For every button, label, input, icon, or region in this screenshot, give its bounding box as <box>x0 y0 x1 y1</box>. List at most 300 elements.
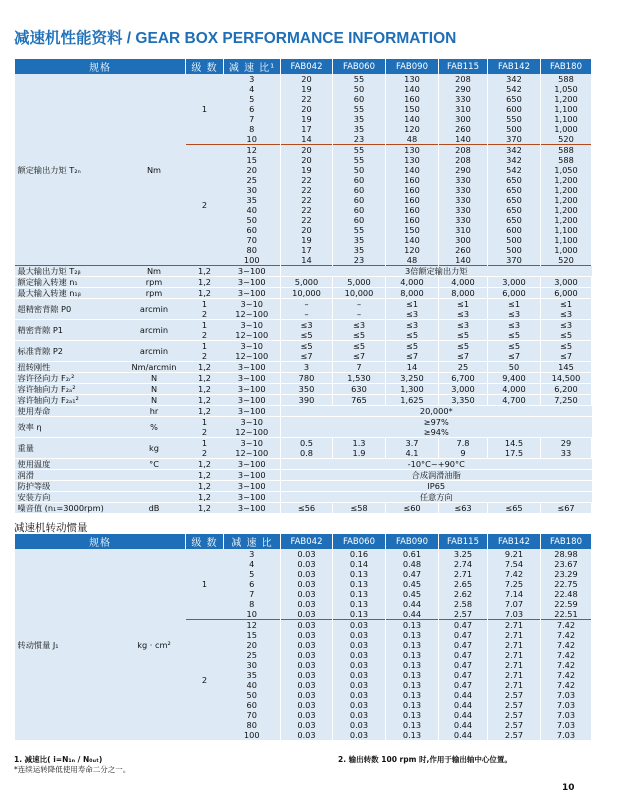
value-cell: 0.03 <box>333 680 386 690</box>
value-cell: 370 <box>488 255 541 266</box>
value-cell: 0.47 <box>439 640 488 650</box>
value-cell: 7 <box>333 362 386 373</box>
value-cell: – <box>333 299 386 310</box>
value-cell: 7.03 <box>541 710 592 720</box>
value-cell: 23 <box>333 134 386 145</box>
value-cell: ≤5 <box>386 330 439 341</box>
value-cell: 342 <box>488 155 541 165</box>
value-cell: 0.47 <box>439 630 488 640</box>
value-cell: 1,100 <box>541 225 592 235</box>
table-row <box>15 320 592 331</box>
value-cell: 0.03 <box>333 720 386 730</box>
value-cell: 50 <box>333 84 386 94</box>
performance-body <box>15 74 592 513</box>
value-cell: 260 <box>439 245 488 255</box>
value-cell: 160 <box>386 175 439 185</box>
row-unit: °C <box>123 459 186 470</box>
ratio-cell: 12 <box>224 145 281 156</box>
value-cell: 0.03 <box>281 690 333 700</box>
value-cell: 300 <box>439 114 488 124</box>
table-row <box>15 481 592 492</box>
value-cell: 60 <box>333 94 386 104</box>
footnote-speed: 2. 输出转数 100 rpm 时,作用于输出轴中心位置。 <box>338 755 512 764</box>
value-cell: 1,100 <box>541 114 592 124</box>
value-cell: 650 <box>488 195 541 205</box>
ratio-cell: 3~100 <box>224 362 281 373</box>
value-cell: ≤3 <box>439 320 488 331</box>
header-cell: FAB142 <box>488 59 541 74</box>
value-cell: 14 <box>281 134 333 145</box>
stage-cell: 1,2 <box>186 406 224 417</box>
value-cell: 0.44 <box>386 609 439 620</box>
value-cell: 3 <box>281 362 333 373</box>
value-cell: 342 <box>488 145 541 156</box>
value-cell: 55 <box>333 74 386 84</box>
value-cell: 1.3 <box>333 438 386 449</box>
value-cell: 342 <box>488 74 541 84</box>
value-cell: 55 <box>333 145 386 156</box>
value-cell: 140 <box>386 114 439 124</box>
value-cell: 9 <box>439 448 488 459</box>
value-cell: 3,000 <box>488 277 541 288</box>
row-unit: rpm <box>123 288 186 299</box>
ratio-cell: 25 <box>224 650 281 660</box>
value-cell: 7.07 <box>488 599 541 609</box>
value-cell: 330 <box>439 175 488 185</box>
value-cell: 160 <box>386 205 439 215</box>
value-cell: 650 <box>488 185 541 195</box>
value-cell: 0.47 <box>439 670 488 680</box>
value-cell: 0.44 <box>439 690 488 700</box>
value-cell: 2.71 <box>488 660 541 670</box>
ratio-cell: 6 <box>224 104 281 114</box>
stage-cell: 1,2 <box>186 470 224 481</box>
value-cell: 500 <box>488 245 541 255</box>
value-cell: 17.5 <box>488 448 541 459</box>
row-unit <box>123 481 186 492</box>
row-label: 润滑 <box>15 470 123 481</box>
row-unit: N <box>123 384 186 395</box>
value-cell: 0.13 <box>333 599 386 609</box>
value-cell: 630 <box>333 384 386 395</box>
value-cell: ≤5 <box>541 341 592 352</box>
value-cell: 330 <box>439 185 488 195</box>
value-cell: 0.03 <box>281 579 333 589</box>
value-cell: 3.25 <box>439 549 488 559</box>
value-cell: 60 <box>333 185 386 195</box>
value-cell: 55 <box>333 225 386 235</box>
value-cell: 0.5 <box>281 438 333 449</box>
stage-cell: 1 <box>186 341 224 352</box>
value-cell: ≤5 <box>386 341 439 352</box>
value-cell: 140 <box>439 255 488 266</box>
value-cell: 6,000 <box>488 288 541 299</box>
value-cell: 1,530 <box>333 373 386 384</box>
stage-cell: 1,2 <box>186 373 224 384</box>
value-cell: 2.71 <box>488 620 541 631</box>
value-cell: 0.13 <box>386 620 439 631</box>
table-row <box>15 417 592 428</box>
ratio-cell: 40 <box>224 680 281 690</box>
value-cell: 0.03 <box>281 620 333 631</box>
stage-cell: 1,2 <box>186 288 224 299</box>
stage-cell: 1,2 <box>186 277 224 288</box>
value-cell: 0.47 <box>439 620 488 631</box>
merged-value-cell: 3倍额定输出力矩 <box>281 266 592 277</box>
row-label: 容许轴向力 F₂ₐ₁² <box>15 395 123 406</box>
ratio-cell: 3~100 <box>224 459 281 470</box>
value-cell: ≤3 <box>488 320 541 331</box>
table-row <box>15 362 592 373</box>
value-cell: 130 <box>386 74 439 84</box>
value-cell: 7.42 <box>541 620 592 631</box>
performance-table <box>14 59 624 513</box>
value-cell: 0.03 <box>281 730 333 740</box>
value-cell: 7.25 <box>488 579 541 589</box>
header-cell: FAB042 <box>281 59 333 74</box>
value-cell: 25 <box>439 362 488 373</box>
value-cell: 0.03 <box>281 630 333 640</box>
merged-value-cell: ≥97% <box>281 417 592 428</box>
row-label: 标准背隙 P2 <box>15 341 123 362</box>
inertia-body <box>15 549 592 740</box>
value-cell: ≤63 <box>439 503 488 514</box>
value-cell: 1,200 <box>541 94 592 104</box>
value-cell: 22 <box>281 195 333 205</box>
ratio-cell: 12~100 <box>224 427 281 438</box>
value-cell: 7.42 <box>541 650 592 660</box>
value-cell: 60 <box>333 205 386 215</box>
value-cell: 0.47 <box>386 569 439 579</box>
ratio-cell: 60 <box>224 225 281 235</box>
value-cell: 0.03 <box>333 650 386 660</box>
value-cell: ≤3 <box>386 309 439 320</box>
value-cell: 520 <box>541 134 592 145</box>
stage-cell: 1,2 <box>186 459 224 470</box>
value-cell: 1,100 <box>541 235 592 245</box>
value-cell: 19 <box>281 235 333 245</box>
ratio-cell: 12~100 <box>224 448 281 459</box>
value-cell: 330 <box>439 195 488 205</box>
value-cell: 19 <box>281 84 333 94</box>
ratio-cell: 50 <box>224 690 281 700</box>
merged-value-cell: -10°C~+90°C <box>281 459 592 470</box>
value-cell: 7,250 <box>541 395 592 406</box>
row-label: 最大输入转速 n₁ᵦ <box>15 288 123 299</box>
ratio-cell: 3~100 <box>224 277 281 288</box>
value-cell: 140 <box>386 165 439 175</box>
stage-cell: 1,2 <box>186 362 224 373</box>
ratio-cell: 3~10 <box>224 341 281 352</box>
value-cell: 0.03 <box>281 660 333 670</box>
value-cell: 9.21 <box>488 549 541 559</box>
value-cell: 0.03 <box>281 569 333 579</box>
value-cell: 0.03 <box>281 559 333 569</box>
stage-cell: 2 <box>186 330 224 341</box>
value-cell: 550 <box>488 114 541 124</box>
value-cell: 7.14 <box>488 589 541 599</box>
value-cell: 0.44 <box>386 599 439 609</box>
ratio-cell: 7 <box>224 114 281 124</box>
value-cell: ≤3 <box>386 320 439 331</box>
ratio-cell: 7 <box>224 589 281 599</box>
value-cell: 60 <box>333 215 386 225</box>
value-cell: 0.13 <box>333 569 386 579</box>
value-cell: 0.03 <box>333 630 386 640</box>
merged-value-cell: 20,000* <box>281 406 592 417</box>
header-spec: 规格 <box>15 534 186 549</box>
value-cell: – <box>333 309 386 320</box>
value-cell: ≤1 <box>488 299 541 310</box>
merged-value-cell: 任意方向 <box>281 492 592 503</box>
value-cell: 22.75 <box>541 579 592 589</box>
row-unit: dB <box>123 503 186 514</box>
value-cell: 22.48 <box>541 589 592 599</box>
value-cell: 19 <box>281 165 333 175</box>
table-row <box>15 503 592 514</box>
value-cell: 120 <box>386 124 439 134</box>
value-cell: 780 <box>281 373 333 384</box>
table-row <box>15 288 592 299</box>
value-cell: 0.03 <box>281 710 333 720</box>
value-cell: 650 <box>488 94 541 104</box>
value-cell: 7.42 <box>488 569 541 579</box>
value-cell: ≤7 <box>488 351 541 362</box>
ratio-cell: 10 <box>224 609 281 620</box>
value-cell: 22 <box>281 175 333 185</box>
value-cell: 8,000 <box>386 288 439 299</box>
value-cell: 600 <box>488 104 541 114</box>
value-cell: 23.67 <box>541 559 592 569</box>
value-cell: ≤65 <box>488 503 541 514</box>
ratio-cell: 8 <box>224 124 281 134</box>
stage-cell: 2 <box>186 309 224 320</box>
value-cell: 588 <box>541 155 592 165</box>
row-unit <box>123 470 186 481</box>
row-label: 重量 <box>15 438 123 459</box>
header-cell: FAB180 <box>541 59 592 74</box>
value-cell: 19 <box>281 114 333 124</box>
value-cell: 7.42 <box>541 640 592 650</box>
value-cell: 2.57 <box>488 690 541 700</box>
row-unit: Nm <box>123 266 186 277</box>
value-cell: 0.03 <box>333 660 386 670</box>
ratio-cell: 3~100 <box>224 395 281 406</box>
value-cell: 2.74 <box>439 559 488 569</box>
value-cell: 0.13 <box>386 680 439 690</box>
value-cell: 0.13 <box>333 609 386 620</box>
value-cell: 150 <box>386 225 439 235</box>
value-cell: 33 <box>541 448 592 459</box>
ratio-cell: 100 <box>224 730 281 740</box>
value-cell: 310 <box>439 225 488 235</box>
value-cell: 520 <box>541 255 592 266</box>
value-cell: 0.13 <box>386 710 439 720</box>
table-row <box>15 492 592 503</box>
value-cell: 0.03 <box>333 640 386 650</box>
stage-cell: 1 <box>186 299 224 310</box>
stage-cell: 1 <box>186 438 224 449</box>
header-cell: FAB060 <box>333 59 386 74</box>
row-label: 额定输出力矩 T₂ₙ <box>15 74 123 266</box>
value-cell: 0.03 <box>281 609 333 620</box>
value-cell: ≤5 <box>439 330 488 341</box>
value-cell: 0.44 <box>439 730 488 740</box>
value-cell: ≤5 <box>541 330 592 341</box>
table-row <box>15 373 592 384</box>
table-row <box>15 74 592 84</box>
header-spec: 规格 <box>15 59 186 74</box>
merged-value-cell: 合成润滑油脂 <box>281 470 592 481</box>
stage-cell: 2 <box>186 448 224 459</box>
value-cell: 140 <box>439 134 488 145</box>
value-cell: 7.03 <box>541 690 592 700</box>
ratio-cell: 3~10 <box>224 438 281 449</box>
ratio-cell: 100 <box>224 255 281 266</box>
value-cell: 0.03 <box>333 730 386 740</box>
ratio-cell: 35 <box>224 195 281 205</box>
stage-cell: 2 <box>186 145 224 266</box>
value-cell: 2.57 <box>488 730 541 740</box>
value-cell: 23.29 <box>541 569 592 579</box>
value-cell: ≤5 <box>333 341 386 352</box>
value-cell: 35 <box>333 245 386 255</box>
value-cell: 28.98 <box>541 549 592 559</box>
ratio-cell: 3~100 <box>224 492 281 503</box>
ratio-cell: 60 <box>224 700 281 710</box>
value-cell: 0.16 <box>333 549 386 559</box>
value-cell: 22.59 <box>541 599 592 609</box>
value-cell: 0.03 <box>333 690 386 700</box>
value-cell: – <box>281 309 333 320</box>
stage-cell: 1 <box>186 74 224 145</box>
value-cell: 588 <box>541 74 592 84</box>
ratio-cell: 15 <box>224 155 281 165</box>
value-cell: 290 <box>439 165 488 175</box>
value-cell: 370 <box>488 134 541 145</box>
value-cell: 2.58 <box>439 599 488 609</box>
value-cell: 7.8 <box>439 438 488 449</box>
value-cell: 35 <box>333 114 386 124</box>
value-cell: 0.03 <box>281 599 333 609</box>
value-cell: 14,500 <box>541 373 592 384</box>
ratio-cell: 80 <box>224 720 281 730</box>
value-cell: 10,000 <box>281 288 333 299</box>
value-cell: 0.44 <box>439 710 488 720</box>
header-cell: FAB090 <box>386 59 439 74</box>
header-cell: 级 数 <box>186 534 224 549</box>
value-cell: 145 <box>541 362 592 373</box>
value-cell: 3.7 <box>386 438 439 449</box>
value-cell: ≤67 <box>541 503 592 514</box>
value-cell: 160 <box>386 185 439 195</box>
value-cell: ≤5 <box>439 341 488 352</box>
ratio-cell: 15 <box>224 630 281 640</box>
value-cell: 6,700 <box>439 373 488 384</box>
row-unit: arcmin <box>123 341 186 362</box>
value-cell: 8,000 <box>439 288 488 299</box>
value-cell: 0.03 <box>281 640 333 650</box>
value-cell: 6,000 <box>541 288 592 299</box>
table-row <box>15 266 592 277</box>
value-cell: 0.44 <box>439 700 488 710</box>
value-cell: 22 <box>281 205 333 215</box>
value-cell: 5,000 <box>333 277 386 288</box>
stage-cell: 1,2 <box>186 384 224 395</box>
value-cell: 17 <box>281 124 333 134</box>
value-cell: 22 <box>281 215 333 225</box>
footnote-ratio: 1. 减速比( i=N₁ₙ / N₀ᵤₜ) <box>14 755 103 764</box>
value-cell: 55 <box>333 104 386 114</box>
header-cell: FAB115 <box>439 59 488 74</box>
row-unit: arcmin <box>123 320 186 341</box>
value-cell: 0.03 <box>281 680 333 690</box>
value-cell: 542 <box>488 165 541 175</box>
value-cell: 588 <box>541 145 592 156</box>
value-cell: 4,000 <box>488 384 541 395</box>
value-cell: 650 <box>488 205 541 215</box>
ratio-cell: 5 <box>224 94 281 104</box>
value-cell: ≤1 <box>439 299 488 310</box>
value-cell: ≤1 <box>386 299 439 310</box>
page-number: 10 <box>562 783 575 793</box>
value-cell: 0.03 <box>333 620 386 631</box>
value-cell: 0.47 <box>439 660 488 670</box>
value-cell: 0.45 <box>386 579 439 589</box>
header-cell: 减 速 比¹ <box>224 59 281 74</box>
value-cell: 0.03 <box>281 589 333 599</box>
value-cell: 0.47 <box>439 680 488 690</box>
value-cell: 7.54 <box>488 559 541 569</box>
value-cell: 0.13 <box>333 589 386 599</box>
value-cell: ≤7 <box>281 351 333 362</box>
header-cell: FAB180 <box>541 534 592 549</box>
value-cell: ≤3 <box>488 309 541 320</box>
value-cell: 7.42 <box>541 680 592 690</box>
ratio-cell: 35 <box>224 670 281 680</box>
value-cell: 2.57 <box>488 710 541 720</box>
value-cell: ≤56 <box>281 503 333 514</box>
value-cell: 1,200 <box>541 215 592 225</box>
value-cell: ≤5 <box>281 330 333 341</box>
value-cell: 1,625 <box>386 395 439 406</box>
value-cell: 650 <box>488 175 541 185</box>
header-cell: FAB090 <box>386 534 439 549</box>
performance-header-row: 规格 级 数 减 速 比¹ FAB042 FAB060 FAB090 FAB115 FAB142 FAB180 FAB220 <box>15 59 592 74</box>
value-cell: ≤5 <box>281 341 333 352</box>
value-cell: 0.03 <box>333 700 386 710</box>
ratio-cell: 3~10 <box>224 299 281 310</box>
ratio-cell: 4 <box>224 84 281 94</box>
value-cell: 2.71 <box>488 680 541 690</box>
value-cell: – <box>281 299 333 310</box>
header-cell: FAB042 <box>281 534 333 549</box>
table-row <box>15 406 592 417</box>
stage-cell: 1,2 <box>186 492 224 503</box>
row-label: 效率 η <box>15 417 123 438</box>
value-cell: 2.57 <box>488 700 541 710</box>
ratio-cell: 12~100 <box>224 309 281 320</box>
value-cell: ≤1 <box>541 299 592 310</box>
value-cell: 0.47 <box>439 650 488 660</box>
inertia-header-row: 规格 级 数 减 速 比 FAB042 FAB060 FAB090 FAB115 FAB142 FAB180 FAB220 <box>15 534 592 549</box>
ratio-cell: 20 <box>224 640 281 650</box>
stage-cell: 1 <box>186 549 224 620</box>
value-cell: 0.45 <box>386 589 439 599</box>
stage-cell: 1 <box>186 320 224 331</box>
value-cell: 7.03 <box>488 609 541 620</box>
value-cell: 0.13 <box>386 640 439 650</box>
